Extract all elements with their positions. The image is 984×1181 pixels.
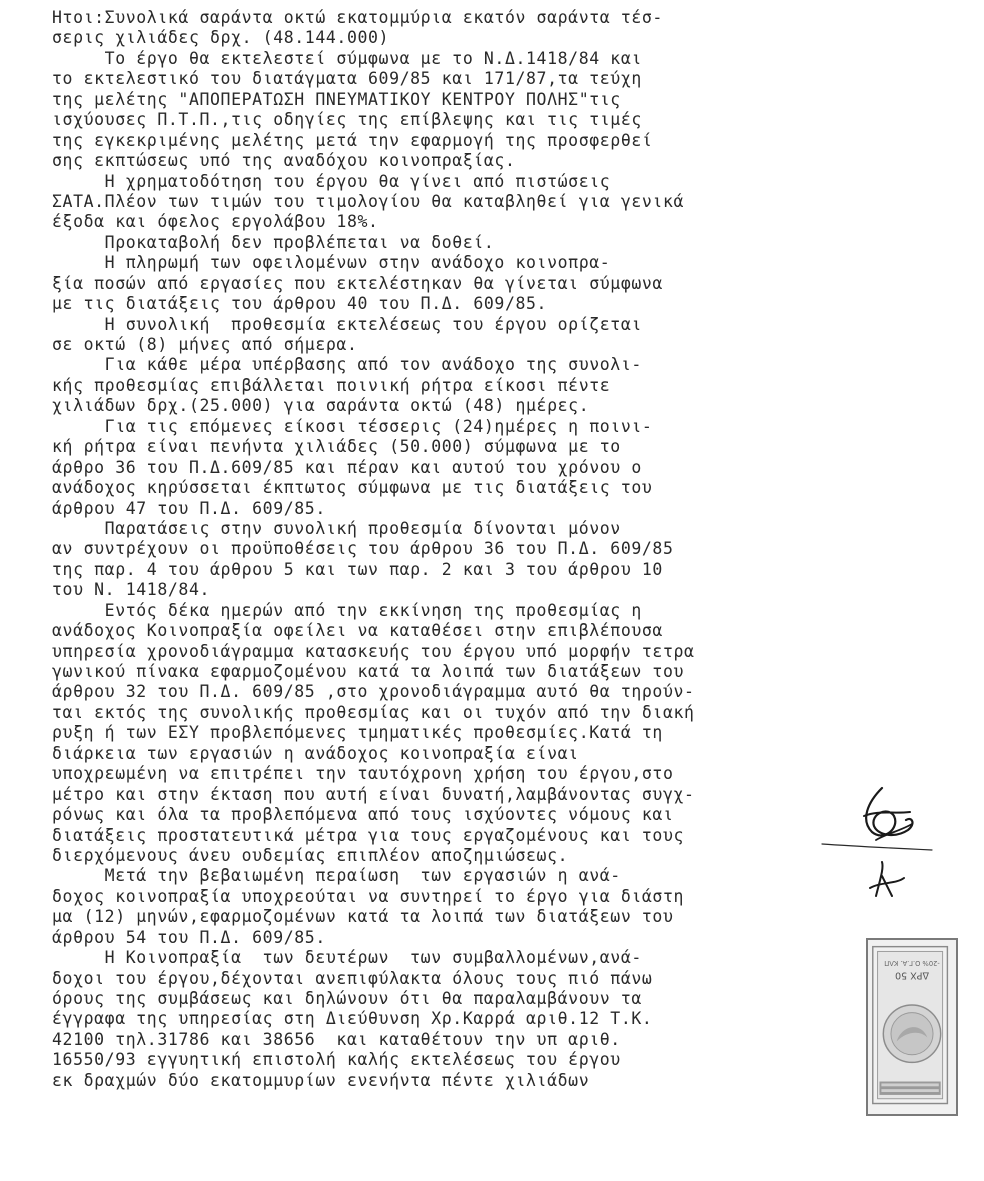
text-line: Η συνολική προθεσμία εκτελέσεως του έργου ορίζεται — [52, 314, 642, 334]
text-line: Η Κοινοπραξία των δευτέρων των συμβαλλομένων,ανά- — [52, 948, 642, 968]
text-line: κής προθεσμίας επιβάλλεται ποινική ρήτρα είκοσι πέντε — [52, 375, 611, 395]
text-line: της μελέτης "ΑΠΟΠΕΡΑΤΩΣΗ ΠΝΕΥΜΑΤΙΚΟΥ ΚΕΝΤΡΟΥ ΠΟΛΗΣ"τις — [52, 89, 621, 109]
text-line: ΣΑΤΑ.Πλέον των τιμών του τιμολογίου θα καταβληθεί για γενικά — [52, 191, 685, 211]
text-line: Για τις επόμενες είκοσι τέσσερις (24)ημέρες η ποινι- — [52, 416, 653, 436]
document-body — [52, 8, 852, 1091]
text-line: διατάξεις προστατευτικά μέτρα για τους εργαζομένους και τους — [52, 825, 685, 845]
text-line: αν συντρέχουν οι προϋποθέσεις του άρθρου 36 του Π.Δ. 609/85 — [52, 539, 674, 559]
text-line: Η πληρωμή των οφειλομένων στην ανάδοχο κοινοπρα- — [52, 253, 611, 273]
text-line: μα (12) μηνών,εφαρμοζομένων κατά τα λοιπά των διατάξεων του — [52, 907, 674, 927]
text-line: γωνικού πίνακα εφαρμοζομένου κατά τα λοιπά των διατάξεων του — [52, 662, 685, 681]
text-line: άρθρου 54 του Π.Δ. 609/85. — [52, 927, 326, 947]
text-line: διάρκεια των εργασιών η ανάδοχος κοινοπραξία είναι — [52, 743, 579, 763]
text-line: ρυξη ή των ΕΣΥ προβλεπόμενες τμηματικές προθεσμίες.Κατά τη — [52, 723, 663, 743]
text-line: Για κάθε μέρα υπέρβασης από τον ανάδοχο της συνολι- — [52, 355, 642, 375]
text-line: της παρ. 4 του άρθρου 5 και των παρ. 2 και 3 του άρθρου 10 — [52, 559, 663, 579]
text-line: Το έργο θα εκτελεστεί σύμφωνα με το Ν.Δ.1418/84 και — [52, 48, 642, 68]
text-line: της εγκεκριμένης μελέτης μετά την εφαρμογή της προσφερθεί — [52, 130, 653, 150]
text-line: έγγραφα της υπηρεσίας στη Διεύθυνση Χρ.Καρρά αριθ.12 Τ.Κ. — [52, 1009, 653, 1029]
text-line: ανάδοχος κηρύσσεται έκπτωτος σύμφωνα με τις διατάξεις του — [52, 478, 653, 498]
stamp-value: ΔΡΧ 50 — [894, 969, 930, 981]
text-line: Η χρηματοδότηση του έργου θα γίνει από πιστώσεις — [52, 171, 611, 191]
text-line: μέτρο και στην έκταση που αυτή είναι δυνατή,λαμβάνοντας συγχ- — [52, 784, 695, 804]
text-line: εκ δραχμών δύο εκατομμυρίων ενενήντα πέντε χιλιάδων — [52, 1070, 590, 1090]
text-line: όρους της συμβάσεως και δηλώνουν ότι θα παραλαμβάνουν τα — [52, 989, 642, 1008]
text-line: του Ν. 1418/84. — [52, 580, 211, 600]
text-line: ται εκτός της συνολικής προθεσμίας και οι τυχόν από την διακή — [52, 702, 695, 722]
handwritten-signatures — [820, 780, 960, 910]
text-line: ανάδοχος Κοινοπραξία οφείλει να καταθέσει στην επιβλέπουσα — [52, 621, 663, 641]
text-line: Εντός δέκα ημερών από την εκκίνηση της προθεσμίας η — [52, 600, 642, 620]
text-line: ισχύουσες Π.Τ.Π.,τις οδηγίες της επίβλεψης και τις τιμές — [52, 110, 642, 130]
text-line: δοχος κοινοπραξία υποχρεούται να συντηρεί το έργο για διάστη — [52, 886, 685, 906]
text-line: άρθρο 36 του Π.Δ.609/85 και πέραν και αυτού του χρόνου ο — [52, 457, 642, 477]
text-line: υπηρεσία χρονοδιάγραμμα κατασκευής του έργου υπό μορφήν τετρα — [52, 641, 695, 661]
text-line: Προκαταβολή δεν προβλέπεται να δοθεί. — [52, 232, 495, 252]
text-line: υποχρεωμένη να επιτρέπει την ταυτόχρονη χρήση του έργου,στο — [52, 764, 674, 784]
text-line: δοχοι του έργου,δέχονται ανεπιφύλακτα όλους τους πιό πάνω — [52, 968, 653, 988]
text-line: με τις διατάξεις του άρθρου 40 του Π.Δ. 609/85. — [52, 294, 548, 314]
text-line: έξοδα και όφελος εργολάβου 18%. — [52, 212, 379, 232]
text-line: κή ρήτρα είναι πενήντα χιλιάδες (50.000) σύμφωνα με το — [52, 437, 621, 457]
text-line: 16550/93 εγγυητική επιστολή καλής εκτελέσεως του έργου — [52, 1050, 621, 1070]
text-line: σερις χιλιάδες δρχ. (48.144.000) — [52, 28, 390, 48]
stamp-subtext: -20% Ο.Γ.Α. ΚΛΠ — [884, 959, 940, 967]
text-line: ξία ποσών από εργασίες που εκτελέστηκαν θα γίνεται σύμφωνα — [52, 273, 663, 293]
text-line: 42100 τηλ.31786 και 38656 και καταθέτουν την υπ αριθ. — [52, 1029, 621, 1049]
text-line: ρόνως και όλα τα προβλεπόμενα από τους ισχύοντες νόμους και — [52, 805, 674, 825]
revenue-stamp — [866, 938, 958, 1116]
text-line: Μετά την βεβαιωμένη περαίωση των εργασιών η ανά- — [52, 866, 621, 886]
text-line: το εκτελεστικό του διατάγματα 609/85 και 171/87,τα τεύχη — [52, 69, 642, 89]
text-line: σε οκτώ (8) μήνες από σήμερα. — [52, 335, 358, 354]
text-line: άρθρου 47 του Π.Δ. 609/85. — [52, 498, 326, 518]
text-line: σης εκπτώσεως υπό της αναδόχου κοινοπραξίας. — [52, 151, 516, 171]
text-line: άρθρου 32 του Π.Δ. 609/85 ,στο χρονοδιάγραμμα αυτό θα τηρούν- — [52, 682, 695, 702]
text-line: Παρατάσεις στην συνολική προθεσμία δίνονται μόνον — [52, 518, 621, 538]
text-line: χιλιάδων δρχ.(25.000) για σαράντα οκτώ (48) ημέρες. — [52, 396, 590, 416]
text-line: Ητοι:Συνολικά σαράντα οκτώ εκατομμύρια εκατόν σαράντα τέσ- — [52, 8, 663, 27]
text-line: διερχόμενους άνευ ουδεμίας επιπλέον αποζημιώσεως. — [52, 845, 569, 865]
